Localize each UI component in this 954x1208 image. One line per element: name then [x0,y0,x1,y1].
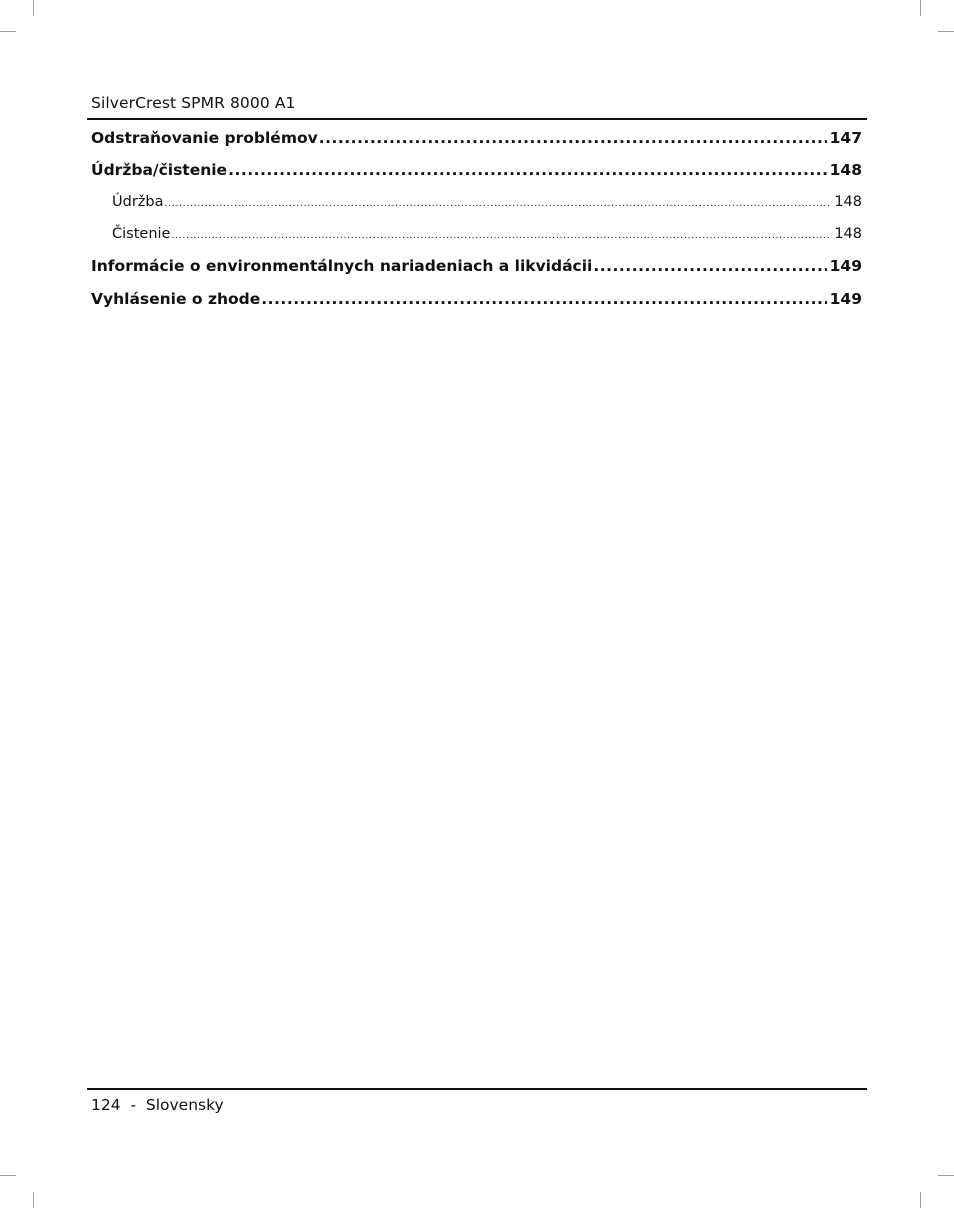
toc-leader-dots [593,257,826,275]
crop-mark-bottom-left-horizontal [0,1175,16,1176]
crop-mark-bottom-right-horizontal [938,1175,954,1176]
footer-rule [87,1088,867,1090]
toc-entry-page: 148 [834,194,862,210]
page-footer: 124 - Slovensky [91,1096,224,1114]
toc-entry-title: Informácie o environmentálnych nariadeniach a likvidácii [91,257,593,275]
toc-leader-dots [164,199,831,209]
toc-subentry[interactable] [91,194,862,210]
toc-entry-page: 148 [829,161,862,179]
crop-mark-top-left-horizontal [0,31,16,32]
toc-leader-dots [171,231,831,241]
crop-mark-top-left [33,0,34,16]
toc-leader-dots [228,161,827,179]
crop-mark-top-right [920,0,921,16]
toc-entry-page: 147 [829,129,862,147]
crop-mark-bottom-left [33,1192,34,1208]
toc-entry-title: Čistenie [112,226,171,242]
crop-mark-top-right-horizontal [938,31,954,32]
toc-leader-dots [261,290,826,308]
toc-entry-title: Údržba/čistenie [91,161,228,179]
toc-entry[interactable] [91,257,862,275]
toc-entry[interactable] [91,129,862,147]
toc-entry-title: Údržba [112,194,164,210]
toc-entry[interactable] [91,290,862,308]
toc-subentry[interactable] [91,226,862,242]
toc-entry-title: Vyhlásenie o zhode [91,290,261,308]
crop-mark-bottom-right [920,1192,921,1208]
toc-entry-page: 148 [834,226,862,242]
running-header: SilverCrest SPMR 8000 A1 [91,94,296,112]
toc-leader-dots [319,129,827,147]
toc-entry[interactable] [91,161,862,179]
toc-entry-page: 149 [829,257,862,275]
toc-entry-page: 149 [829,290,862,308]
toc-entry-title: Odstraňovanie problémov [91,129,318,147]
header-rule [87,118,867,120]
